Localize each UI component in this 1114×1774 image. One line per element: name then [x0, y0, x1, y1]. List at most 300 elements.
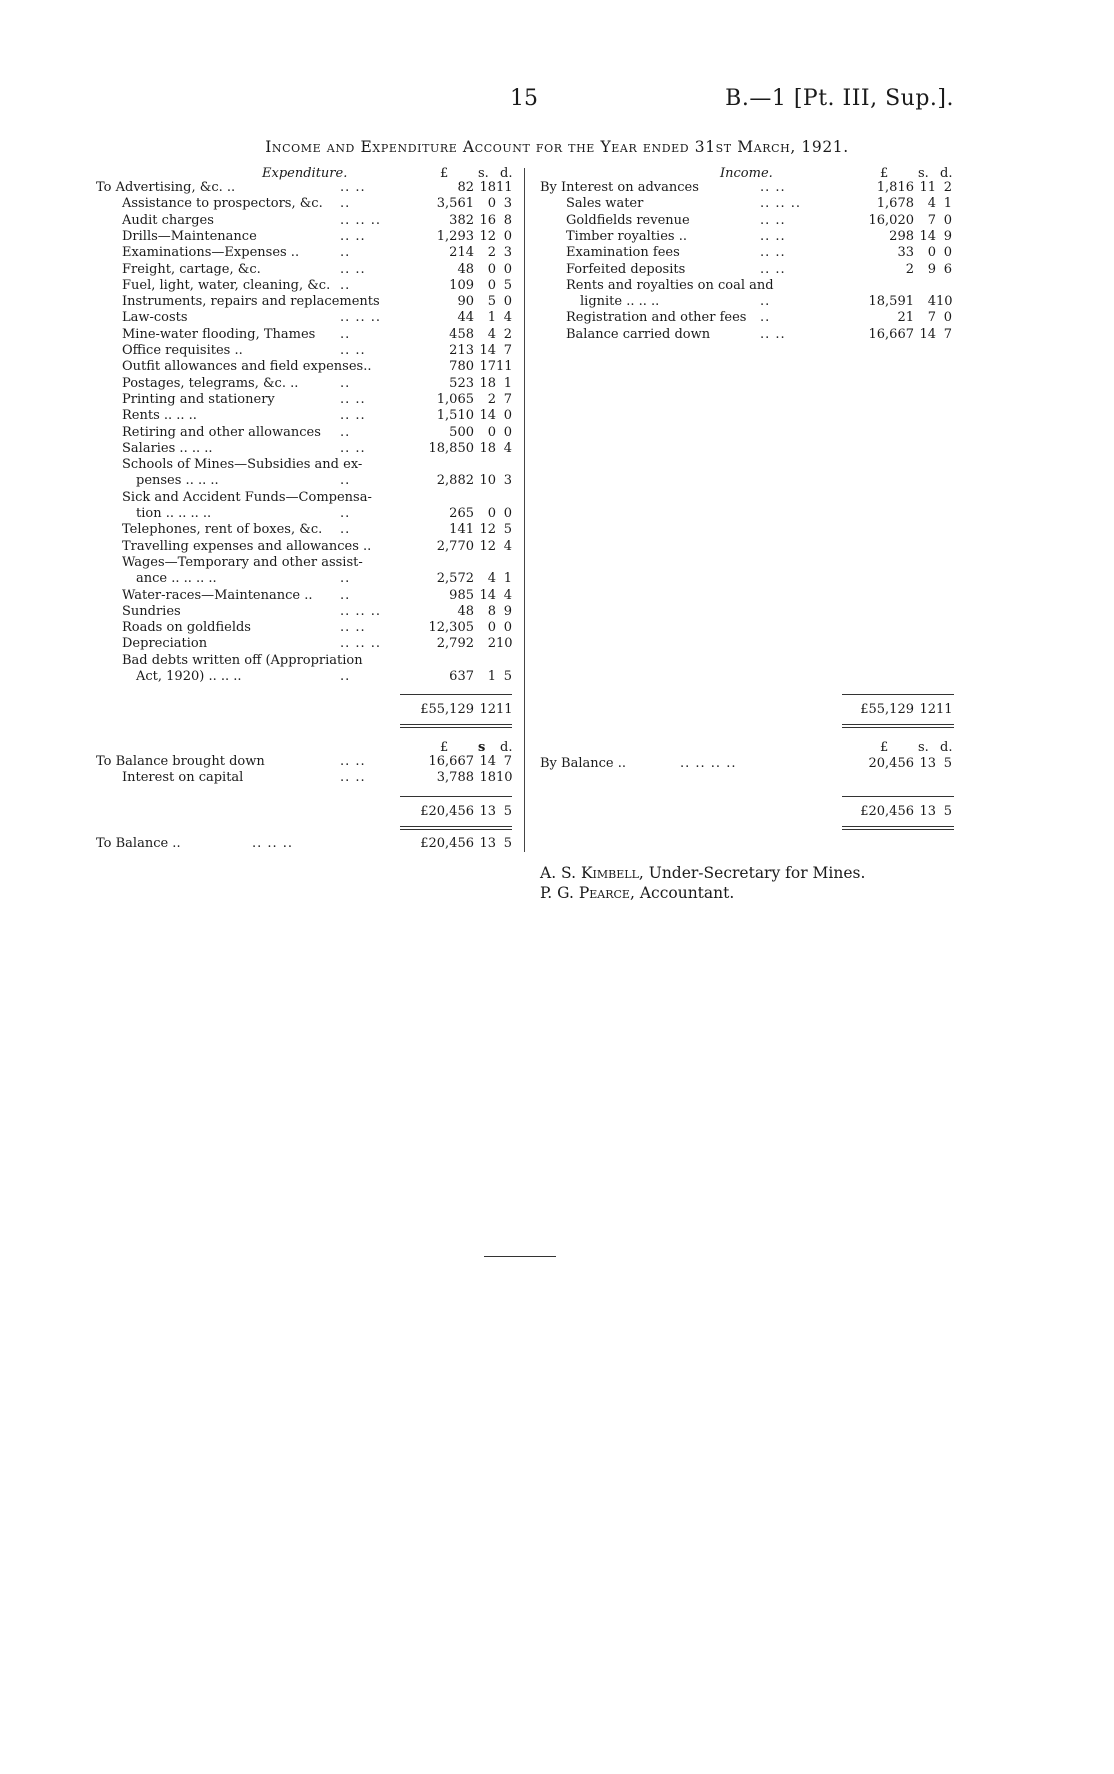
income-pence-header: d.	[940, 166, 953, 181]
balance-item-label: Interest on capital	[122, 770, 244, 786]
income-total-shillings: 12	[919, 702, 936, 717]
income-row	[540, 278, 960, 294]
balance-item-shillings: 14	[479, 754, 496, 769]
expenditure-item-pence: 0	[503, 261, 512, 277]
expenditure-item-leaders: .. ..	[340, 440, 366, 456]
expenditure-row	[0, 539, 524, 555]
expenditure-item-pounds: 2,770	[436, 538, 474, 554]
expenditure-item-shillings: 2	[487, 391, 496, 407]
expenditure-item-pounds: 48	[457, 603, 474, 619]
income-item-leaders: .. ..	[760, 245, 786, 261]
expenditure-item-shillings: 0	[487, 277, 496, 293]
by-balance-total-pounds: £20,456	[860, 804, 914, 819]
expenditure-item-label: Printing and stationery	[122, 391, 275, 407]
income-item-leaders: ..	[760, 294, 771, 310]
income-total-double-rule-b	[842, 727, 954, 728]
income-item-leaders: ..	[760, 310, 771, 326]
by-balance-total-double-rule-a	[842, 826, 954, 827]
expenditure-item-pounds: 109	[449, 277, 474, 293]
expenditure-item-leaders: ..	[340, 326, 351, 342]
income-item-label: Registration and other fees	[566, 310, 747, 326]
income-row	[540, 245, 960, 261]
balance-row	[0, 770, 524, 786]
expenditure-item-shillings: 14	[479, 408, 496, 424]
balance-pence-header: d.	[500, 740, 513, 755]
expenditure-row	[0, 441, 524, 457]
expenditure-item-label: To Advertising, &c. ..	[96, 180, 236, 195]
expenditure-item-shillings: 1	[487, 669, 496, 684]
income-row	[540, 262, 960, 278]
expenditure-item-shillings: 17	[479, 359, 496, 375]
expenditure-item-pence: 1	[503, 571, 512, 587]
expenditure-item-label: Rents .. .. ..	[122, 408, 197, 424]
expenditure-item-shillings: 0	[487, 261, 496, 277]
expenditure-row	[0, 620, 524, 636]
expenditure-item-pence: 0	[503, 228, 512, 244]
expenditure-item-pounds: 44	[457, 310, 474, 326]
expenditure-row	[0, 408, 524, 424]
expenditure-item-pence: 4	[503, 538, 512, 554]
income-item-shillings: 4	[927, 294, 936, 310]
expenditure-item-leaders: ..	[340, 506, 351, 521]
closing-balance-label: To Balance ..	[96, 836, 181, 851]
expenditure-row	[0, 278, 524, 294]
expenditure-row	[0, 213, 524, 229]
expenditure-item-shillings: 5	[487, 294, 496, 310]
by-balance-item-leaders: .. .. .. ..	[680, 756, 737, 771]
expenditure-item-shillings: 8	[487, 603, 496, 619]
income-item-pounds: 21	[897, 310, 914, 326]
income-item-shillings: 14	[919, 326, 936, 342]
signatory-title: Under-Secretary for Mines.	[648, 864, 866, 882]
income-item-pence: 1	[943, 196, 952, 212]
expenditure-item-label: Bad debts written off (Appropriation	[122, 652, 363, 668]
expenditure-item-pounds: 637	[449, 669, 474, 684]
expenditure-row	[0, 262, 524, 278]
closing-balance-pence: 5	[503, 836, 512, 851]
expenditure-item-label: Fuel, light, water, cleaning, &c.	[122, 277, 331, 293]
expenditure-item-pounds: 1,065	[436, 391, 474, 407]
expenditure-item-shillings: 0	[487, 506, 496, 521]
expenditure-item-leaders: .. ..	[340, 408, 366, 424]
balance-item-leaders: .. ..	[340, 770, 366, 786]
expenditure-total-row	[0, 702, 524, 718]
income-item-label: Rents and royalties on coal and	[566, 277, 774, 293]
expenditure-item-pence: 3	[503, 245, 512, 261]
expenditure-item-pence: 11	[496, 359, 513, 375]
expenditure-item-shillings: 0	[487, 620, 496, 636]
expenditure-item-pence: 5	[503, 277, 512, 293]
income-item-pounds: 2	[905, 261, 914, 277]
expenditure-row	[0, 555, 524, 571]
expenditure-item-pounds: 1,510	[436, 408, 474, 424]
income-item-label: By Interest on advances	[540, 180, 699, 195]
expenditure-item-label: Instruments, repairs and replacements	[122, 294, 380, 310]
expenditure-item-pounds: 458	[449, 326, 474, 342]
income-item-pence: 7	[943, 326, 952, 342]
income-item-label: Forfeited deposits	[566, 261, 686, 277]
income-item-pence: 6	[943, 261, 952, 277]
income-row	[540, 310, 960, 326]
expenditure-item-pence: 4	[503, 587, 512, 603]
expenditure-item-shillings: 16	[479, 212, 496, 228]
expenditure-item-leaders: .. ..	[340, 343, 366, 358]
expenditure-item-shillings: 1	[487, 310, 496, 326]
expenditure-item-pence: 3	[503, 196, 512, 212]
expenditure-item-label: Retiring and other allowances	[122, 424, 321, 440]
by-balance-item-pence: 5	[943, 756, 952, 771]
income-item-shillings: 9	[927, 261, 936, 277]
expenditure-item-pounds: 265	[449, 506, 474, 521]
income-shillings-header: s.	[918, 166, 929, 181]
expenditure-item-pence: 8	[503, 212, 512, 228]
expenditure-row	[0, 457, 524, 473]
expenditure-row	[0, 636, 524, 652]
expenditure-item-pence: 0	[503, 424, 512, 440]
expenditure-total-shillings: 12	[479, 702, 496, 717]
expenditure-item-label: Law-costs	[122, 310, 188, 326]
expenditure-item-label: penses .. .. ..	[136, 473, 219, 489]
by-balance-total-rule	[842, 796, 954, 797]
expenditure-item-pounds: 382	[449, 212, 474, 228]
expenditure-row	[0, 327, 524, 343]
expenditure-item-label: Telephones, rent of boxes, &c.	[122, 522, 323, 538]
expenditure-item-pence: 0	[503, 620, 512, 636]
income-total-pence: 11	[936, 702, 953, 717]
expenditure-row	[0, 392, 524, 408]
balance-row	[0, 754, 524, 770]
income-item-pounds: 16,667	[868, 326, 914, 342]
expenditure-item-leaders: .. .. ..	[340, 310, 382, 326]
expenditure-item-pounds: 141	[449, 522, 474, 538]
expenditure-pence-header: d.	[500, 166, 513, 181]
expenditure-item-leaders: .. .. ..	[340, 636, 382, 652]
income-pounds-header: £	[880, 166, 889, 181]
expenditure-pounds-header: £	[440, 166, 449, 181]
income-total-pounds: £55,129	[860, 702, 914, 717]
expenditure-row	[0, 359, 524, 375]
income-item-leaders: .. ..	[760, 180, 786, 195]
expenditure-item-pounds: 523	[449, 375, 474, 391]
income-heading: Income.	[720, 166, 773, 181]
expenditure-item-leaders: .. ..	[340, 180, 366, 195]
expenditure-row	[0, 343, 524, 359]
balance-pounds-header: £	[440, 740, 449, 755]
expenditure-item-pounds: 82	[457, 180, 474, 195]
balance-item-pence: 10	[496, 770, 513, 786]
income-item-pence: 9	[943, 228, 952, 244]
income-total-row	[540, 702, 960, 718]
expenditure-item-leaders: ..	[340, 245, 351, 261]
balance-total-pence: 5	[503, 804, 512, 819]
expenditure-item-shillings: 18	[479, 440, 496, 456]
expenditure-item-pounds: 214	[449, 245, 474, 261]
expenditure-item-pounds: 2,882	[436, 473, 474, 489]
expenditure-item-pence: 7	[503, 391, 512, 407]
expenditure-item-pence: 5	[503, 669, 512, 684]
income-row	[540, 180, 960, 196]
expenditure-item-pence: 0	[503, 294, 512, 310]
expenditure-item-label: Salaries .. .. ..	[122, 440, 213, 456]
income-item-leaders: .. ..	[760, 228, 786, 244]
expenditure-item-pence: 0	[503, 408, 512, 424]
income-item-leaders: .. .. ..	[760, 196, 802, 212]
income-item-shillings: 14	[919, 228, 936, 244]
expenditure-item-pounds: 780	[449, 359, 474, 375]
expenditure-item-label: Mine-water flooding, Thames	[122, 326, 316, 342]
expenditure-item-pounds: 1,293	[436, 228, 474, 244]
by-balance-item-shillings: 13	[919, 756, 936, 771]
expenditure-item-shillings: 18	[479, 375, 496, 391]
expenditure-item-pounds: 500	[449, 424, 474, 440]
by-balance-item-pounds: 20,456	[868, 756, 914, 771]
balance-item-label: To Balance brought down	[96, 754, 265, 769]
expenditure-item-pence: 4	[503, 310, 512, 326]
expenditure-item-label: Freight, cartage, &c.	[122, 261, 261, 277]
expenditure-item-pence: 9	[503, 603, 512, 619]
expenditure-row	[0, 376, 524, 392]
column-divider	[524, 168, 525, 852]
end-rule	[484, 1256, 556, 1257]
expenditure-item-shillings: 14	[479, 343, 496, 358]
expenditure-item-pence: 2	[503, 326, 512, 342]
income-item-label: lignite .. .. ..	[580, 294, 660, 310]
income-item-label: Sales water	[566, 196, 644, 212]
expenditure-row	[0, 196, 524, 212]
expenditure-row	[0, 490, 524, 506]
expenditure-item-leaders: .. ..	[340, 228, 366, 244]
expenditure-heading: Expenditure.	[262, 166, 348, 181]
income-item-shillings: 11	[919, 180, 936, 195]
expenditure-item-label: Travelling expenses and allowances ..	[122, 538, 372, 554]
by-balance-row	[540, 756, 960, 772]
closing-balance-leaders: .. .. ..	[252, 836, 294, 851]
expenditure-item-label: Depreciation	[122, 636, 208, 652]
expenditure-total-pounds: £55,129	[420, 702, 474, 717]
balance-item-pounds: 16,667	[428, 754, 474, 769]
expenditure-row	[0, 294, 524, 310]
by-balance-total-pence: 5	[943, 804, 952, 819]
expenditure-row	[0, 588, 524, 604]
expenditure-item-label: tion .. .. .. ..	[136, 506, 212, 521]
expenditure-item-label: ance .. .. .. ..	[136, 571, 217, 587]
expenditure-row	[0, 245, 524, 261]
expenditure-shillings-header: s.	[478, 166, 489, 181]
signature-accountant	[540, 884, 734, 902]
expenditure-item-leaders: ..	[340, 587, 351, 603]
expenditure-item-leaders: .. ..	[340, 620, 366, 636]
expenditure-item-pounds: 12,305	[428, 620, 474, 636]
closing-balance-pounds: £20,456	[420, 836, 474, 851]
income-item-shillings: 4	[927, 196, 936, 212]
expenditure-item-pounds: 2,572	[436, 571, 474, 587]
expenditure-total-double-rule-a	[400, 724, 512, 725]
income-row	[540, 213, 960, 229]
balance-total-double-rule-a	[400, 826, 512, 827]
income-item-leaders: .. ..	[760, 326, 786, 342]
expenditure-row	[0, 653, 524, 669]
balance-total-pounds: £20,456	[420, 804, 474, 819]
income-row	[540, 196, 960, 212]
income-item-leaders: .. ..	[760, 261, 786, 277]
income-item-label: Goldfields revenue	[566, 212, 690, 228]
by-balance-pounds-header: £	[880, 740, 889, 755]
expenditure-item-leaders: ..	[340, 375, 351, 391]
expenditure-item-label: Roads on goldfields	[122, 620, 251, 636]
income-item-pence: 10	[936, 294, 953, 310]
income-item-shillings: 0	[927, 245, 936, 261]
expenditure-item-shillings: 12	[479, 538, 496, 554]
expenditure-row	[0, 310, 524, 326]
page-number: 15	[510, 86, 538, 111]
expenditure-item-leaders: ..	[340, 522, 351, 538]
expenditure-item-shillings: 2	[487, 636, 496, 652]
expenditure-item-shillings: 12	[479, 522, 496, 538]
signatory-name: P. G. Pearce,	[540, 884, 635, 902]
expenditure-item-leaders: .. ..	[340, 261, 366, 277]
expenditure-total-pence: 11	[496, 702, 513, 717]
closing-balance-row	[0, 836, 524, 852]
signatory-name: A. S. Kimbell,	[540, 864, 644, 882]
expenditure-item-leaders: .. ..	[340, 391, 366, 407]
expenditure-row	[0, 473, 524, 489]
expenditure-item-pence: 0	[503, 506, 512, 521]
income-item-shillings: 7	[927, 310, 936, 326]
income-row	[540, 327, 960, 343]
income-item-pence: 2	[943, 180, 952, 195]
balance-shillings-header: s	[478, 740, 486, 755]
by-balance-total-double-rule-b	[842, 829, 954, 830]
expenditure-item-leaders: .. .. ..	[340, 212, 382, 228]
expenditure-row	[0, 522, 524, 538]
balance-item-leaders: .. ..	[340, 754, 366, 769]
income-item-label: Timber royalties ..	[566, 228, 687, 244]
expenditure-total-double-rule-b	[400, 727, 512, 728]
income-row	[540, 229, 960, 245]
expenditure-item-shillings: 12	[479, 228, 496, 244]
income-item-pounds: 1,678	[876, 196, 914, 212]
expenditure-item-leaders: ..	[340, 196, 351, 212]
expenditure-item-shillings: 4	[487, 571, 496, 587]
expenditure-item-label: Drills—Maintenance	[122, 228, 257, 244]
expenditure-row	[0, 180, 524, 196]
balance-total-double-rule-b	[400, 829, 512, 830]
expenditure-item-pounds: 3,561	[436, 196, 474, 212]
expenditure-total-rule	[400, 694, 512, 695]
expenditure-item-pounds: 18,850	[428, 440, 474, 456]
expenditure-item-pence: 10	[496, 636, 513, 652]
expenditure-item-pence: 5	[503, 522, 512, 538]
income-item-label: Examination fees	[566, 245, 680, 261]
income-item-pounds: 18,591	[868, 294, 914, 310]
expenditure-row	[0, 669, 524, 685]
income-item-label: Balance carried down	[566, 326, 711, 342]
by-balance-shillings-header: s.	[918, 740, 929, 755]
income-item-leaders: .. ..	[760, 212, 786, 228]
income-row	[540, 294, 960, 310]
expenditure-item-label: Act, 1920) .. .. ..	[136, 669, 242, 684]
expenditure-item-label: Outfit allowances and field expenses..	[122, 359, 372, 375]
expenditure-item-pence: 3	[503, 473, 512, 489]
account-title: Income and Expenditure Account for the Year ended 31st March, 1921.	[265, 138, 849, 156]
balance-item-pence: 7	[503, 754, 512, 769]
income-item-shillings: 7	[927, 212, 936, 228]
by-balance-pence-header: d.	[940, 740, 953, 755]
income-total-rule	[842, 694, 954, 695]
expenditure-item-label: Wages—Temporary and other assist-	[122, 554, 363, 570]
document-reference: B.—1 [Pt. III, Sup.].	[725, 86, 954, 111]
expenditure-item-pence: 1	[503, 375, 512, 391]
balance-item-pounds: 3,788	[436, 770, 474, 786]
expenditure-item-shillings: 4	[487, 326, 496, 342]
balance-total-rule	[400, 796, 512, 797]
expenditure-row	[0, 604, 524, 620]
signature-under-secretary	[540, 864, 865, 882]
expenditure-item-label: Examinations—Expenses ..	[122, 245, 300, 261]
expenditure-row	[0, 229, 524, 245]
expenditure-item-label: Sick and Accident Funds—Compensa-	[122, 489, 372, 505]
expenditure-row	[0, 571, 524, 587]
expenditure-item-shillings: 14	[479, 587, 496, 603]
expenditure-item-label: Postages, telegrams, &c. ..	[122, 375, 299, 391]
expenditure-item-leaders: ..	[340, 669, 351, 684]
expenditure-item-leaders: ..	[340, 571, 351, 587]
expenditure-item-shillings: 18	[479, 180, 496, 195]
income-item-pence: 0	[943, 245, 952, 261]
expenditure-item-label: Office requisites ..	[122, 343, 243, 358]
expenditure-item-label: Water-races—Maintenance ..	[122, 587, 313, 603]
expenditure-item-shillings: 10	[479, 473, 496, 489]
expenditure-item-pence: 11	[496, 180, 513, 195]
by-balance-item-label: By Balance ..	[540, 756, 626, 771]
expenditure-item-leaders: ..	[340, 473, 351, 489]
expenditure-item-pounds: 90	[457, 294, 474, 310]
expenditure-item-pounds: 48	[457, 261, 474, 277]
expenditure-item-pounds: 213	[449, 343, 474, 358]
expenditure-item-pounds: 985	[449, 587, 474, 603]
expenditure-item-label: Sundries	[122, 603, 181, 619]
expenditure-item-leaders: ..	[340, 424, 351, 440]
expenditure-item-leaders: ..	[340, 277, 351, 293]
closing-balance-shillings: 13	[479, 836, 496, 851]
income-item-pence: 0	[943, 310, 952, 326]
by-balance-total-row	[540, 804, 960, 820]
expenditure-row	[0, 506, 524, 522]
expenditure-item-label: Schools of Mines—Subsidies and ex-	[122, 457, 363, 473]
income-item-pounds: 1,816	[876, 180, 914, 195]
expenditure-item-pence: 7	[503, 343, 512, 358]
expenditure-item-label: Assistance to prospectors, &c.	[122, 196, 323, 212]
expenditure-item-label: Audit charges	[122, 212, 214, 228]
expenditure-item-shillings: 0	[487, 196, 496, 212]
expenditure-item-pence: 4	[503, 440, 512, 456]
expenditure-item-shillings: 0	[487, 424, 496, 440]
income-total-double-rule-a	[842, 724, 954, 725]
income-item-pounds: 16,020	[868, 212, 914, 228]
balance-total-shillings: 13	[479, 804, 496, 819]
balance-total-row	[0, 804, 524, 820]
expenditure-item-shillings: 2	[487, 245, 496, 261]
income-item-pence: 0	[943, 212, 952, 228]
by-balance-total-shillings: 13	[919, 804, 936, 819]
balance-item-shillings: 18	[479, 770, 496, 786]
expenditure-item-pounds: 2,792	[436, 636, 474, 652]
signatory-title: Accountant.	[639, 884, 735, 902]
expenditure-item-leaders: .. .. ..	[340, 603, 382, 619]
income-item-pounds: 298	[889, 228, 914, 244]
expenditure-row	[0, 425, 524, 441]
income-item-pounds: 33	[897, 245, 914, 261]
